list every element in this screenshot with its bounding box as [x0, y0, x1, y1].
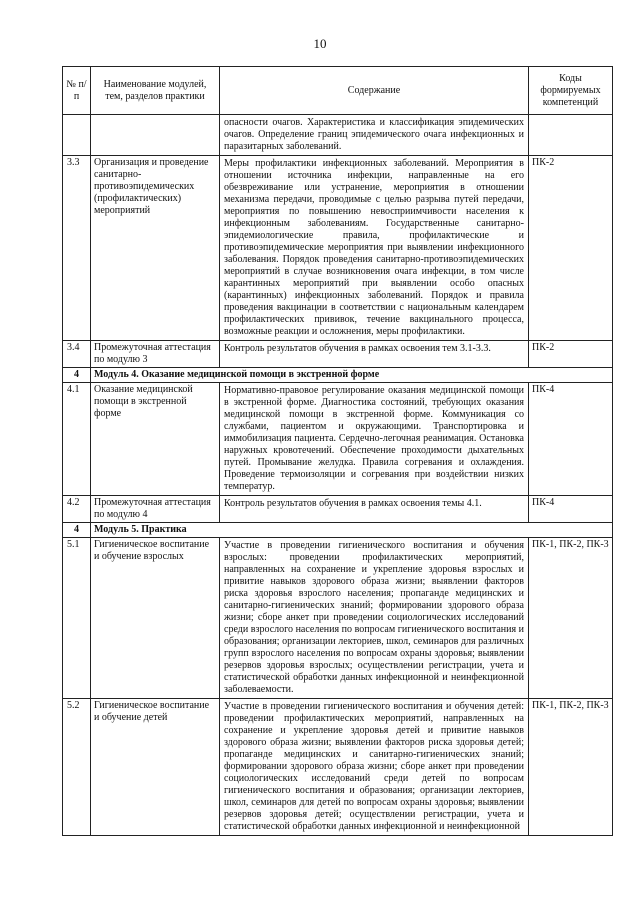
row-num: 3.4: [63, 341, 91, 368]
table-row: [63, 538, 613, 699]
header-codes: Коды формируемых компетенций: [529, 67, 613, 115]
module-row: [63, 523, 613, 538]
row-codes: ПК-4: [529, 496, 613, 523]
module-row: [63, 368, 613, 383]
row-content: опасности очагов. Характеристика и классификация эпидемических очагов. Определение границ эпидемического очага инфекционных и паразитарных заболеваний.: [220, 115, 529, 156]
table-row: [63, 496, 613, 523]
module-num: 4: [63, 368, 91, 383]
row-content: Контроль результатов обучения в рамках освоения тем 3.1-3.3.: [220, 341, 529, 368]
row-codes: ПК-1, ПК-2, ПК-3: [529, 538, 613, 699]
row-num: 4.1: [63, 383, 91, 496]
module-title: Модуль 5. Практика: [91, 523, 613, 538]
row-codes: ПК-2: [529, 156, 613, 341]
row-content: Участие в проведении гигиенического воспитания и обучения детей: проведении профилактических мероприятий, направленных на сохранение и укрепление здоровья детей и привитие навыков здорового образа жизни; выявлении факторов риска здоровья детей; пропаганде медицинских и санитарно-гигиенических знаний; формировании здорового образа жизни; сборе анкет при проведении социологических исследований среди детей по вопросам гигиенического воспитания и образования; организации лекториев, школ, семинаров для детей по вопросам охраны здоровья; выявлении резервов здоровья детей; осуществлении регистрации, учета и статистической обработки данных инфекционной и неинфекционной: [220, 699, 529, 836]
table-row: [63, 341, 613, 368]
row-num: 5.2: [63, 699, 91, 836]
table-row: [63, 699, 613, 836]
row-name: Гигиеническое воспитание и обучение взрослых: [91, 538, 220, 699]
header-content: Содержание: [220, 67, 529, 115]
row-content: Меры профилактики инфекционных заболеваний. Мероприятия в отношении источника инфекции, направленные на его обезвреживание или устранение, мероприятия в отношении механизма передачи, проводимые с целью разрыва путей передачи, мероприятия по повышению невосприимчивости населения к инфекционным заболеваниям. Государственные санитарно-эпидемиологические правила, профилактические и противоэпидемические мероприятия при выявлении инфекционного заболевания. Порядок проведения санитарно-противоэпидемических мероприятий в случае возникновения очага инфекции, в том числе карантинных мероприятий при выявлении особо опасных (карантинных) инфекционных заболеваний. Порядок и правила проведения вакцинации в соответствии с национальным календарем профилактических прививок, течение вакцинального процесса, возможные реакции и осложнения, меры профилактики.: [220, 156, 529, 341]
row-content: Контроль результатов обучения в рамках освоения темы 4.1.: [220, 496, 529, 523]
table-row: [63, 115, 613, 156]
row-num: [63, 115, 91, 156]
table-row: [63, 383, 613, 496]
module-num: 4: [63, 523, 91, 538]
row-codes: [529, 115, 613, 156]
row-codes: ПК-2: [529, 341, 613, 368]
table-row: [63, 156, 613, 341]
row-num: 4.2: [63, 496, 91, 523]
row-name: Промежуточная аттестация по модулю 3: [91, 341, 220, 368]
row-name: Гигиеническое воспитание и обучение детей: [91, 699, 220, 836]
row-num: 3.3: [63, 156, 91, 341]
row-codes: ПК-1, ПК-2, ПК-3: [529, 699, 613, 836]
module-title: Модуль 4. Оказание медицинской помощи в экстренной форме: [91, 368, 613, 383]
row-num: 5.1: [63, 538, 91, 699]
header-num: № п/п: [63, 67, 91, 115]
row-name: Организация и проведение санитарно-противоэпидемических (профилактических) мероприятий: [91, 156, 220, 341]
page-number: 10: [313, 36, 327, 51]
row-codes: ПК-4: [529, 383, 613, 496]
row-name: Промежуточная аттестация по модулю 4: [91, 496, 220, 523]
table-header-row: [63, 67, 613, 115]
row-content: Участие в проведении гигиенического воспитания и обучения взрослых: проведении профилактических мероприятий, направленных на сохранение и укрепление здоровья взрослых и привитие навыков здорового образа жизни; выявлении факторов риска здоровья взрослого населения; пропаганде медицинских и санитарно-гигиенических знаний; формировании здорового образа жизни; сборе анкет при проведении социологических исследований среди взрослого населения по вопросам гигиенического воспитания и образования; организации лекториев, школ, семинаров для различных групп взрослого населения по вопросам охраны здоровья; выявлении резервов здоровья взрослых; осуществлении регистрации, учета и статистической обработки данных инфекционной и неинфекционной заболеваемости.: [220, 538, 529, 699]
header-name: Наименование модулей, тем, разделов практики: [91, 67, 220, 115]
row-name: Оказание медицинской помощи в экстренной форме: [91, 383, 220, 496]
row-name: [91, 115, 220, 156]
row-content: Нормативно-правовое регулирование оказания медицинской помощи в экстренной форме. Диагностика состояний, требующих оказания медицинской помощи в экстренной форме. Коммуникация со службами, пациентом и окружающими. Транспортировка и иммобилизация пациента. Сердечно-легочная реанимация. Остановка наружных кровотечений. Обеспечение проходимости дыхательных путей. Промывание желудка. Правила согревания и охлаждения. Проведение термоизоляции и согревания при воздействии низких температур.: [220, 383, 529, 496]
curriculum-table: [62, 66, 613, 836]
